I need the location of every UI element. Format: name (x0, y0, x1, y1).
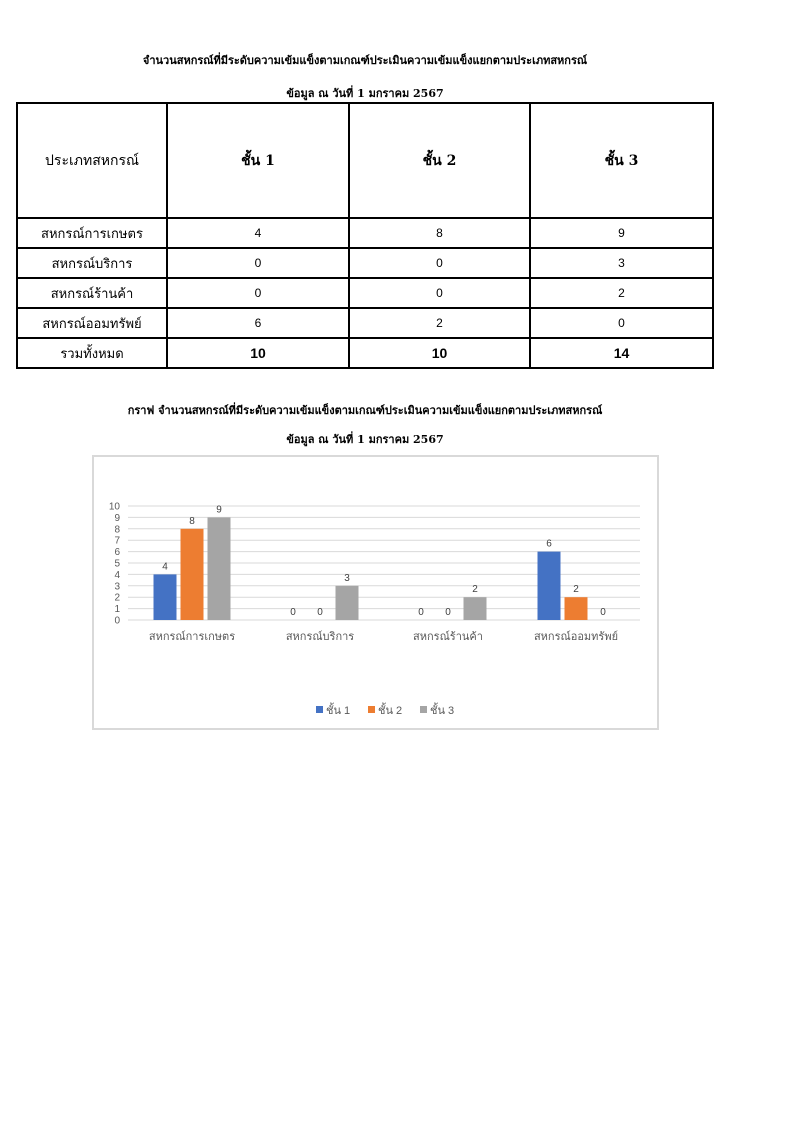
bar-chart-svg (94, 457, 657, 728)
cell-value: 0 (349, 278, 530, 308)
bar (565, 597, 588, 620)
row-label: สหกรณ์ร้านค้า (17, 278, 167, 308)
legend-entry: ชั้น 2 (378, 705, 403, 717)
chart-subtitle: ข้อมูล ณ วันที่ 1 มกราคม 2567 (286, 433, 444, 446)
bar-chart (92, 455, 659, 730)
y-tick-label: 2 (114, 592, 120, 604)
bar (208, 517, 231, 620)
strength-table (16, 102, 714, 369)
cell-value: 6 (167, 308, 349, 338)
data-label: 0 (418, 607, 424, 618)
table-title: จำนวนสหกรณ์ที่มีระดับความเข้มแข็งตามเกณฑ์ประเมินความเข้มแข็งแยกตามประเภทสหกรณ์ (142, 54, 588, 67)
table-row (17, 278, 713, 308)
legend-swatch (368, 706, 375, 713)
x-tick-label: สหกรณ์ร้านค้า (413, 631, 483, 643)
data-label: 0 (600, 607, 606, 618)
header-level-2: ชั้น 2 (349, 103, 530, 218)
row-label: สหกรณ์การเกษตร (17, 218, 167, 248)
legend-entry: ชั้น 3 (430, 705, 455, 717)
legend-swatch (420, 706, 427, 713)
y-tick-label: 4 (114, 569, 120, 581)
y-tick-label: 8 (114, 524, 120, 536)
bar (538, 552, 561, 620)
y-tick-label: 9 (114, 512, 120, 524)
bar (181, 529, 204, 620)
data-label: 2 (573, 584, 579, 596)
total-label: รวมทั้งหมด (17, 338, 167, 368)
cell-value: 2 (530, 278, 713, 308)
y-tick-label: 5 (114, 558, 120, 570)
header-level-1: ชั้น 1 (167, 103, 349, 218)
y-tick-label: 3 (114, 581, 120, 593)
y-tick-label: 7 (114, 535, 120, 547)
y-tick-label: 6 (114, 547, 120, 559)
total-row (17, 338, 713, 368)
data-label: 2 (472, 584, 478, 596)
legend-swatch (316, 706, 323, 713)
bar (154, 574, 177, 620)
cell-value: 3 (530, 248, 713, 278)
data-label: 8 (189, 515, 195, 527)
cell-value: 0 (530, 308, 713, 338)
cell-value: 0 (167, 248, 349, 278)
data-label: 0 (445, 607, 451, 618)
y-tick-label: 10 (108, 501, 120, 513)
total-value: 10 (349, 338, 530, 368)
data-label: 3 (344, 572, 350, 584)
cell-value: 2 (349, 308, 530, 338)
cell-value: 9 (530, 218, 713, 248)
legend-entry: ชั้น 1 (326, 705, 351, 717)
cell-value: 0 (349, 248, 530, 278)
row-label: สหกรณ์ออมทรัพย์ (17, 308, 167, 338)
table-row (17, 218, 713, 248)
total-value: 10 (167, 338, 349, 368)
table-row (17, 308, 713, 338)
y-tick-label: 1 (114, 604, 120, 616)
data-label: 4 (162, 561, 168, 573)
bar (464, 597, 487, 620)
table-subtitle: ข้อมูล ณ วันที่ 1 มกราคม 2567 (286, 87, 444, 100)
header-level-3: ชั้น 3 (530, 103, 713, 218)
x-tick-label: สหกรณ์บริการ (285, 631, 355, 643)
data-label: 9 (216, 504, 222, 516)
total-value: 14 (530, 338, 713, 368)
cell-value: 0 (167, 278, 349, 308)
y-tick-label: 0 (114, 615, 120, 627)
table-row (17, 248, 713, 278)
header-type: ประเภทสหกรณ์ (17, 103, 167, 218)
table-header-row (17, 103, 713, 218)
x-tick-label: สหกรณ์การเกษตร (148, 631, 236, 643)
cell-value: 8 (349, 218, 530, 248)
data-label: 0 (290, 607, 296, 618)
cell-value: 4 (167, 218, 349, 248)
data-label: 0 (317, 607, 323, 618)
x-tick-label: สหกรณ์ออมทรัพย์ (533, 631, 619, 643)
bar (336, 586, 359, 620)
row-label: สหกรณ์บริการ (17, 248, 167, 278)
data-label: 6 (546, 538, 552, 550)
chart-title: กราฟ จำนวนสหกรณ์ที่มีระดับความเข้มแข็งตามเกณฑ์ประเมินความเข้มแข็งแยกตามประเภทสหกรณ์ (127, 404, 603, 417)
